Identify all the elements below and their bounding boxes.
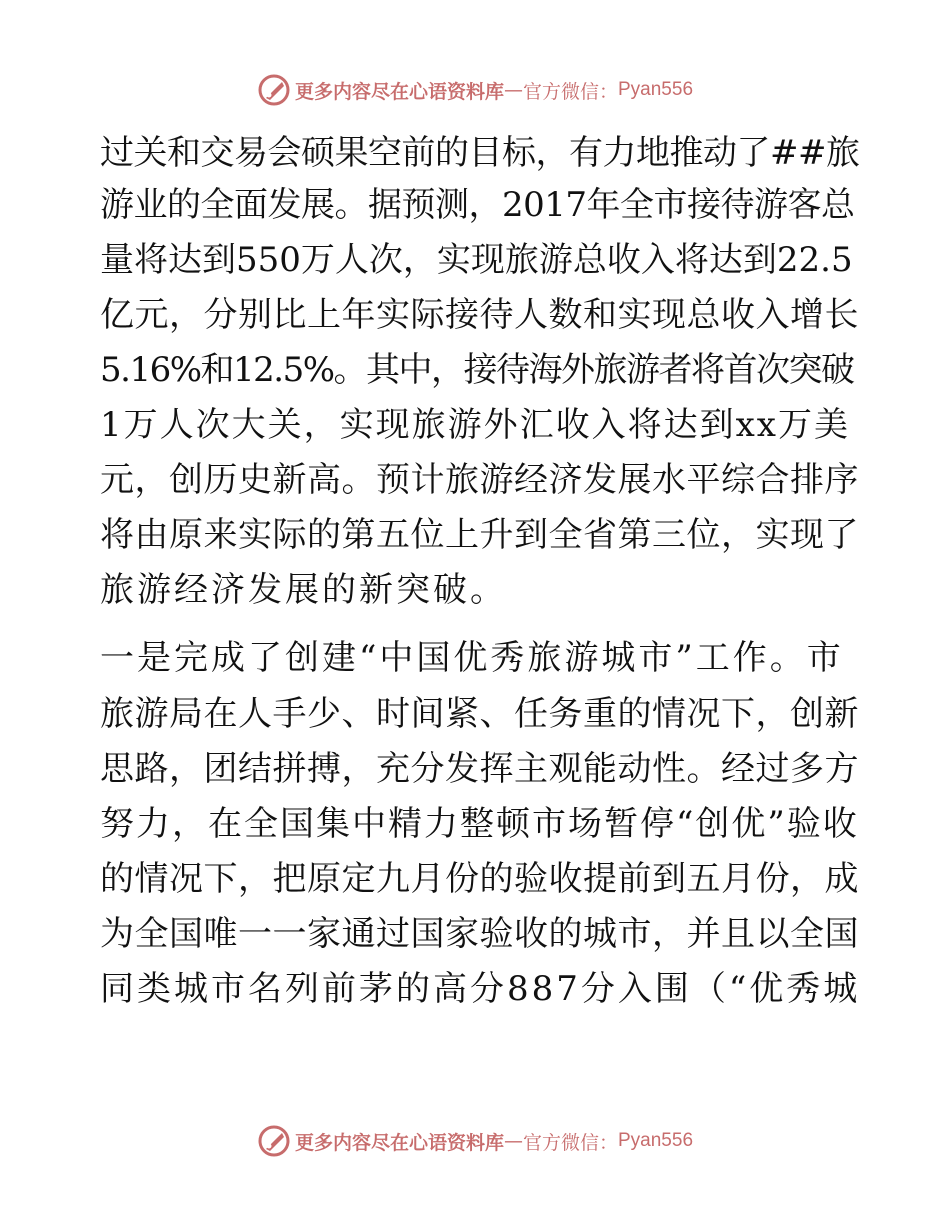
body-line: 5.16%和12.5%。其中，接待海外旅游者将首次突破 [100,350,854,390]
banner-wechat-id: Pyan556 [618,79,694,100]
banner-dash: — [503,1130,523,1152]
body-line: 量将达到550万人次，实现旅游总收入将达到22.5 [100,240,853,280]
body-line: 元，创历史新高。预计旅游经济发展水平综合排序 [100,460,859,500]
body-line: 同类城市名列前茅的高分887分入围（“优秀城 [100,969,861,1009]
banner-left-text: 更多内容尽在心语资料库 [294,1131,504,1154]
body-line: 亿元，分别比上年实际接待人数和实现总收入增长 [100,295,859,335]
banner-wechat-id: Pyan556 [618,1130,694,1151]
body-line: 的情况下，把原定九月份的验收提前到五月份，成 [100,859,859,899]
quill-logo-icon [257,1124,291,1158]
body-line: 1万人次大关，实现旅游外汇收入将达到xx万美 [100,405,850,445]
banner-left-text: 更多内容尽在心语资料库 [294,80,504,103]
header-banner [0,70,950,110]
body-line: 思路，团结拼搏，充分发挥主观能动性。经过多方 [100,749,859,789]
body-line: 游业的全面发展。据预测，2017年全市接待游客总 [100,185,855,225]
body-line: 将由原来实际的第五位上升到全省第三位，实现了 [100,515,859,555]
body-line: 旅游经济发展的新突破。 [100,570,507,610]
banner-right-text: 官方微信： [522,1131,618,1154]
quill-logo-icon [257,73,291,107]
body-line: 为全国唯一一家通过国家验收的城市，并且以全国 [100,914,859,954]
body-line: 过关和交易会硕果空前的目标，有力地推动了##旅 [100,133,860,173]
banner-right-text: 官方微信： [522,80,618,103]
banner-dash: — [503,79,523,101]
body-line: 努力，在全国集中精力整顿市场暂停“创优”验收 [100,804,859,844]
footer-banner [0,1121,950,1161]
body-line: 一是完成了创建“中国优秀旅游城市”工作。市 [100,638,844,678]
body-line: 旅游局在人手少、时间紧、任务重的情况下，创新 [100,694,859,734]
